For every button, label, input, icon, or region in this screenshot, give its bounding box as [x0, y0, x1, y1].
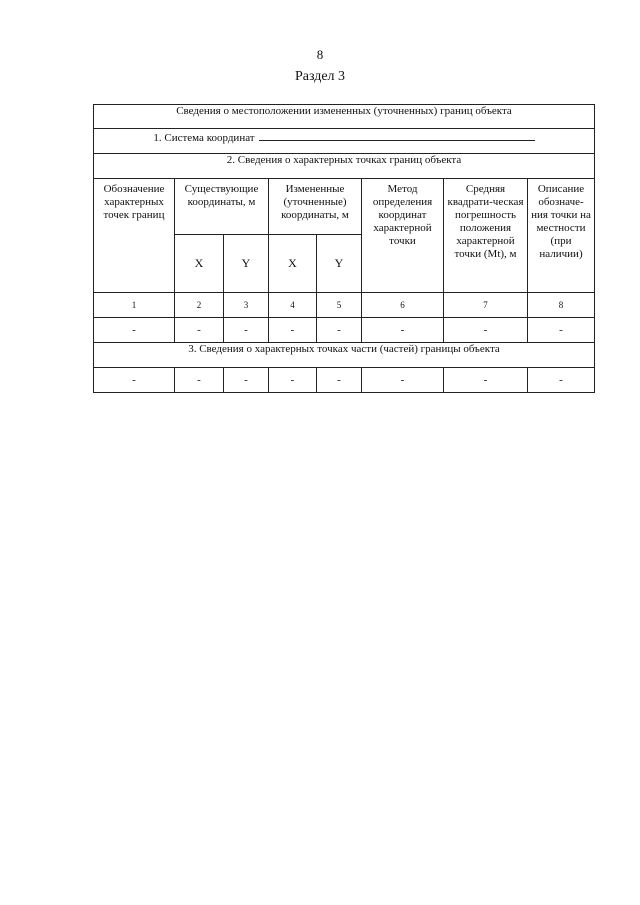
- table-cell: -: [317, 318, 362, 343]
- column-number: 7: [444, 293, 528, 318]
- table-row: [94, 368, 595, 393]
- page-number: 8: [316, 47, 324, 62]
- section2-label: 2. Сведения о характерных точках границ объекта: [94, 154, 595, 179]
- header-changed-coords: Измененные (уточненные) координаты, м: [269, 179, 362, 235]
- table-cell: -: [317, 368, 362, 393]
- table-cell: -: [175, 318, 224, 343]
- table-cell: -: [362, 318, 444, 343]
- table-cell: -: [444, 318, 528, 343]
- coordinate-system-label: 1. Система координат: [153, 132, 255, 144]
- header-error: Средняя квадрати-ческая погрешность положения характерной точки (Mt), м: [444, 179, 528, 293]
- table-cell: -: [94, 368, 175, 393]
- section-title: Раздел 3: [294, 69, 346, 84]
- column-number: 1: [94, 293, 175, 318]
- table-cell: -: [269, 368, 317, 393]
- boundary-table: [93, 104, 595, 393]
- table-cell: -: [269, 318, 317, 343]
- column-number: 5: [317, 293, 362, 318]
- column-numbers-row: [94, 293, 595, 318]
- table-cell: -: [94, 318, 175, 343]
- coordinate-system-row: [94, 129, 595, 154]
- table-cell: -: [224, 318, 269, 343]
- header-y-existing: Y: [224, 235, 269, 293]
- coordinate-system-blank: [259, 129, 535, 141]
- column-number: 6: [362, 293, 444, 318]
- table-cell: -: [362, 368, 444, 393]
- table-cell: -: [444, 368, 528, 393]
- header-x-existing: X: [175, 235, 224, 293]
- table-cell: -: [528, 368, 595, 393]
- header-y-changed: Y: [317, 235, 362, 293]
- table-cell: -: [175, 368, 224, 393]
- header-x-changed: X: [269, 235, 317, 293]
- header-description: Описание обозначе-ния точки на местности (при наличии): [528, 179, 595, 293]
- table-title: Сведения о местоположении измененных (уточненных) границ объекта: [94, 105, 595, 129]
- column-number: 2: [175, 293, 224, 318]
- table-cell: -: [528, 318, 595, 343]
- column-number: 8: [528, 293, 595, 318]
- header-existing-coords: Существующие координаты, м: [175, 179, 269, 235]
- table-row: [94, 318, 595, 343]
- column-number: 4: [269, 293, 317, 318]
- table-cell: -: [224, 368, 269, 393]
- header-designation: Обозначение характерных точек границ: [94, 179, 175, 293]
- section3-label: 3. Сведения о характерных точках части (частей) границы объекта: [94, 343, 595, 368]
- column-number: 3: [224, 293, 269, 318]
- header-method: Метод определения координат характерной точки: [362, 179, 444, 293]
